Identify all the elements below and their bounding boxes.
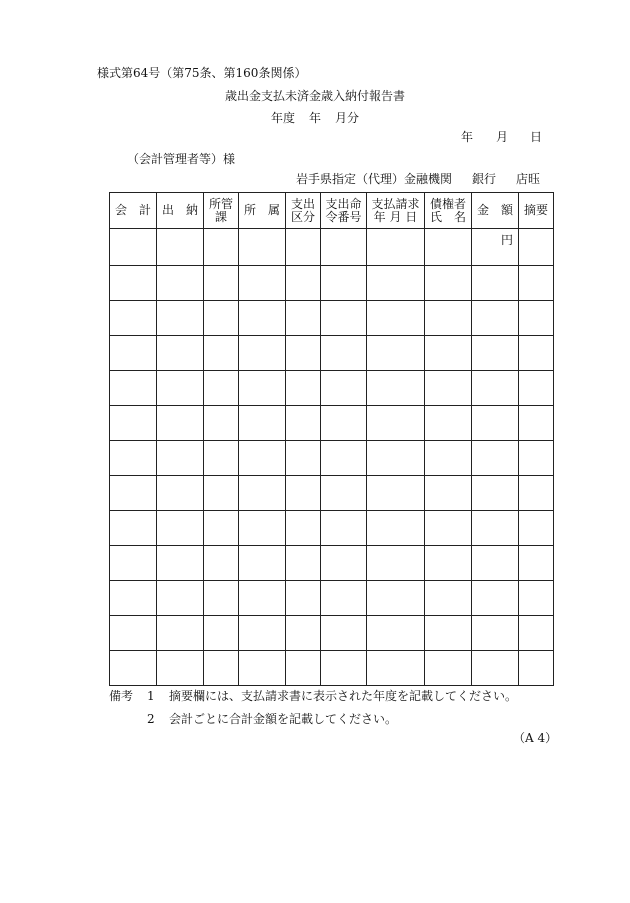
table-cell[interactable] [472, 229, 519, 266]
table-cell[interactable] [472, 616, 519, 651]
table-row [110, 229, 554, 266]
table-body [110, 229, 554, 686]
table-cell[interactable] [239, 336, 286, 371]
table-cell[interactable] [425, 476, 472, 511]
bank-institution: 岩手県指定（代理）金融機関 [296, 172, 453, 186]
table-cell[interactable] [367, 476, 425, 511]
table-cell[interactable] [110, 301, 157, 336]
table-cell[interactable] [286, 266, 321, 301]
table-cell[interactable] [157, 546, 204, 581]
table-cell[interactable] [286, 229, 321, 266]
table-cell[interactable] [204, 229, 239, 266]
table-cell[interactable] [110, 406, 157, 441]
date-month: 月 [496, 130, 509, 144]
table-cell[interactable] [425, 581, 472, 616]
table-cell[interactable] [110, 616, 157, 651]
table-cell[interactable] [157, 476, 204, 511]
table-cell[interactable] [425, 301, 472, 336]
bank-branch: 店𫞂 [516, 172, 541, 186]
table-cell[interactable] [425, 511, 472, 546]
table-row [110, 616, 554, 651]
table-cell[interactable] [367, 371, 425, 406]
table-cell[interactable] [157, 616, 204, 651]
table-cell[interactable] [519, 581, 554, 616]
table-cell[interactable] [157, 511, 204, 546]
table-cell[interactable] [367, 336, 425, 371]
column-header: 支出 区分 [286, 193, 321, 229]
table-cell[interactable] [239, 616, 286, 651]
table-cell[interactable] [239, 406, 286, 441]
table-cell[interactable] [425, 616, 472, 651]
table-cell[interactable] [110, 546, 157, 581]
table-cell[interactable] [286, 476, 321, 511]
table-cell[interactable] [157, 301, 204, 336]
table-cell[interactable] [157, 371, 204, 406]
table-cell[interactable] [157, 651, 204, 686]
date-day: 日 [530, 130, 543, 144]
table-row [110, 301, 554, 336]
table-cell[interactable] [239, 266, 286, 301]
table-cell[interactable] [239, 441, 286, 476]
table-cell[interactable] [321, 371, 367, 406]
column-header: 支払請求 年 月 日 [367, 193, 425, 229]
table-row [110, 266, 554, 301]
table-cell[interactable] [321, 441, 367, 476]
table-cell[interactable] [157, 229, 204, 266]
table-cell[interactable] [519, 371, 554, 406]
column-header: 支出命 令番号 [321, 193, 367, 229]
bank-name: 銀行 [472, 172, 497, 186]
table-cell[interactable] [286, 511, 321, 546]
table-cell[interactable] [204, 301, 239, 336]
note-1-number: 1 [147, 689, 155, 703]
table-cell[interactable] [472, 581, 519, 616]
note-1-text: 摘要欄には、支払請求書に表示された年度を記載してください。 [169, 689, 518, 703]
table-cell[interactable] [519, 616, 554, 651]
note-2-text: 会計ごとに合計金額を記載してください。 [169, 712, 398, 726]
table-cell[interactable] [519, 406, 554, 441]
table-row [110, 476, 554, 511]
table-cell[interactable] [321, 406, 367, 441]
table-cell[interactable] [321, 266, 367, 301]
table-cell[interactable] [367, 406, 425, 441]
table-cell[interactable] [204, 441, 239, 476]
table-cell[interactable] [519, 651, 554, 686]
table-cell[interactable] [472, 546, 519, 581]
table-row [110, 511, 554, 546]
table-cell[interactable] [204, 581, 239, 616]
period-year: 年 [308, 111, 321, 125]
table-cell[interactable] [367, 651, 425, 686]
table-row [110, 546, 554, 581]
table-row [110, 371, 554, 406]
table-cell[interactable] [286, 651, 321, 686]
table-cell[interactable] [157, 266, 204, 301]
table-cell[interactable] [286, 406, 321, 441]
table-cell[interactable] [367, 301, 425, 336]
table-cell[interactable] [472, 301, 519, 336]
form-number: 様式第64号（第75条、第160条関係） [97, 66, 307, 80]
table-cell[interactable] [425, 651, 472, 686]
table-cell[interactable] [321, 546, 367, 581]
table-cell[interactable] [367, 511, 425, 546]
table-cell[interactable] [157, 406, 204, 441]
period-month-unit: 月分 [335, 111, 360, 125]
table-cell[interactable] [286, 301, 321, 336]
table-cell[interactable] [425, 336, 472, 371]
table-cell[interactable] [286, 546, 321, 581]
table-cell[interactable] [110, 266, 157, 301]
table-cell[interactable] [367, 441, 425, 476]
table-cell[interactable] [519, 336, 554, 371]
table-row [110, 406, 554, 441]
table-cell[interactable] [519, 476, 554, 511]
column-header: 所管 課 [204, 193, 239, 229]
table-cell[interactable] [367, 229, 425, 266]
table-cell[interactable] [204, 266, 239, 301]
table-cell[interactable] [425, 229, 472, 266]
table-cell[interactable] [110, 511, 157, 546]
table-cell[interactable] [425, 546, 472, 581]
table-cell[interactable] [204, 336, 239, 371]
table-cell[interactable] [472, 476, 519, 511]
table-cell[interactable] [110, 336, 157, 371]
document-title: 歳出金支払未済金歳入納付報告書 [224, 89, 405, 103]
table-cell[interactable] [239, 546, 286, 581]
table-cell[interactable] [157, 336, 204, 371]
table-cell[interactable] [286, 336, 321, 371]
table-cell[interactable] [110, 371, 157, 406]
notes-label: 備考 [109, 689, 134, 703]
table-cell[interactable] [472, 511, 519, 546]
table-cell[interactable] [367, 546, 425, 581]
table-cell[interactable] [321, 511, 367, 546]
table-cell[interactable] [321, 476, 367, 511]
table-cell[interactable] [321, 581, 367, 616]
table-cell[interactable] [286, 371, 321, 406]
table-cell[interactable] [204, 546, 239, 581]
table-cell[interactable] [519, 441, 554, 476]
table-cell[interactable] [204, 476, 239, 511]
table-cell[interactable] [239, 476, 286, 511]
table-cell[interactable] [239, 581, 286, 616]
table-cell[interactable] [472, 406, 519, 441]
table-cell[interactable] [472, 441, 519, 476]
table-cell[interactable] [519, 266, 554, 301]
table-cell[interactable] [204, 371, 239, 406]
table-cell[interactable] [367, 616, 425, 651]
table-cell[interactable] [204, 616, 239, 651]
table-row [110, 441, 554, 476]
table-cell[interactable] [367, 266, 425, 301]
table-cell[interactable] [286, 581, 321, 616]
table-cell[interactable] [472, 651, 519, 686]
table-cell[interactable] [286, 616, 321, 651]
table-cell[interactable] [321, 651, 367, 686]
period-year-unit: 年度 [270, 111, 295, 125]
table-cell[interactable] [239, 511, 286, 546]
date-year: 年 [461, 130, 474, 144]
table-row [110, 336, 554, 371]
table-cell[interactable] [239, 229, 286, 266]
table-cell[interactable] [157, 581, 204, 616]
table-row [110, 581, 554, 616]
table-header-row [110, 193, 554, 229]
table-cell[interactable] [519, 229, 554, 266]
column-header: 出 納 [157, 193, 204, 229]
table-cell[interactable] [321, 229, 367, 266]
table-cell[interactable] [110, 651, 157, 686]
table-cell[interactable] [519, 301, 554, 336]
table-cell[interactable] [204, 406, 239, 441]
column-header: 摘要 [519, 193, 554, 229]
table-cell[interactable] [472, 266, 519, 301]
report-table [109, 192, 554, 686]
table-cell[interactable] [321, 616, 367, 651]
column-header: 金 額 [472, 193, 519, 229]
table-cell[interactable] [110, 476, 157, 511]
table-cell[interactable] [321, 336, 367, 371]
table-cell[interactable] [519, 511, 554, 546]
table-cell[interactable] [425, 406, 472, 441]
note-2-number: 2 [147, 712, 155, 726]
period-line [0, 112, 630, 124]
addressee: （会計管理者等）様 [127, 152, 236, 166]
table-cell[interactable] [110, 441, 157, 476]
table-cell[interactable] [157, 441, 204, 476]
table-row [110, 651, 554, 686]
table-cell[interactable] [239, 301, 286, 336]
column-header: 債権者 氏 名 [425, 193, 472, 229]
table-cell[interactable] [425, 371, 472, 406]
amount-unit: 円 [500, 233, 513, 247]
paper-size: （A 4） [513, 731, 558, 745]
table-cell[interactable] [519, 546, 554, 581]
table-cell[interactable] [425, 266, 472, 301]
table-cell[interactable] [286, 441, 321, 476]
column-header: 所 属 [239, 193, 286, 229]
table-cell[interactable] [110, 581, 157, 616]
table-cell[interactable] [110, 229, 157, 266]
table-cell[interactable] [472, 336, 519, 371]
table-cell[interactable] [321, 301, 367, 336]
table-cell[interactable] [239, 371, 286, 406]
table-cell[interactable] [204, 651, 239, 686]
table-cell[interactable] [472, 371, 519, 406]
column-header: 会 計 [110, 193, 157, 229]
table-cell[interactable] [204, 511, 239, 546]
table-cell[interactable] [239, 651, 286, 686]
table-cell[interactable] [425, 441, 472, 476]
table-cell[interactable] [367, 581, 425, 616]
